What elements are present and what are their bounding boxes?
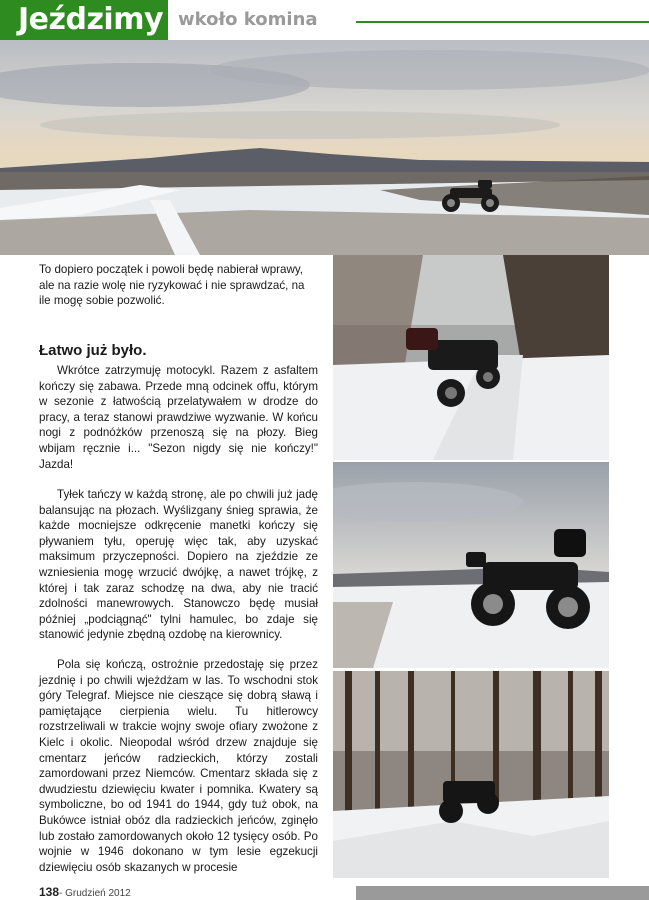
body-paragraph: Pola się kończą, ostrożnie przedostaję się przez jezdnię i po chwili wjeżdżam w las. To wschodni stok góry Telegraf. Miejsce nie cieszące się dobrą sławą i pamiętające cierpienia wielu. Tu hitlerowcy rozstrzeliwali w trakcie wojny swoje ofiary zwożone z Kielc i okolic. Nieopodal wśród drzew znajduje się cmentarz jeńców radzieckich, którzy zostali zamordowani przez Niemców. Cmentarz składa się z dwudziestu dziewięciu kwater i pomnika. Kwatery są symboliczne, bo od 1941 do 1944, gdy tuż obok, na Bukówce istniał obóz dla radzieckich jeńców, zginęło lub zostało zamordowanych około 12 tysięcy osób. Po wojnie w 1946 dokonano w tym lesie egzekucji dziewięciu osób skazanych w procesie — [39, 658, 318, 874]
issue-date: - Grudzień 2012 — [59, 888, 131, 899]
intro-paragraph: To dopiero początek i powoli będę nabierał wprawy, ale na razie wolę nie ryzykować i nie sprawdzać, na ile mogę sobie pozwolić. — [39, 263, 305, 308]
section-subtitle: wkoło komina — [178, 9, 318, 30]
header-rule — [356, 21, 649, 23]
photo-winter-forest — [333, 671, 609, 878]
body-paragraph: Tyłek tańczy w każdą stronę, ale po chwili już jadę balansując na płozach. Wyślizgany śnieg sprawia, że każde mocniejsze odkręcenie manetki kończy się pływaniem tyłu, operuję więc tak, aby uzyskać maksimum przyczepności. Dopiero na zjeździe ze wzniesienia mogę wrzucić dwójkę, a nawet trójkę, z której i tak zaraz schodzę na dwa, aby nie tracić zdolności manewrowych. Stanowczo będę musiał później „podciągnąć" tylni hamulec, bo zdaje się stanowić jedynie zbędną ozdobę na kierownicy. — [39, 488, 318, 642]
section-heading: Łatwo już było. — [39, 342, 147, 359]
body-paragraph: Wkrótce zatrzymuję motocykl. Razem z asfaltem kończy się zabawa. Przede mną odcinek offu, którym w sezonie z łatwością przelatywałem w drodze do pracy, a teraz stanowi prawdziwe wyzwanie. W końcu nogi z podnóżków przenoszą się na płozy. Bieg wbijam ręcznie i... "Sezon nigdy się nie kończy!" Jazda! — [39, 364, 318, 471]
page-footer — [39, 885, 131, 899]
page-number: 138 — [39, 885, 60, 899]
photo-forest-path — [333, 255, 609, 460]
footer-bar — [356, 886, 649, 900]
panorama-photo — [0, 40, 649, 255]
section-title: Jeździmy — [18, 2, 164, 37]
photo-snowy-field — [333, 462, 609, 668]
